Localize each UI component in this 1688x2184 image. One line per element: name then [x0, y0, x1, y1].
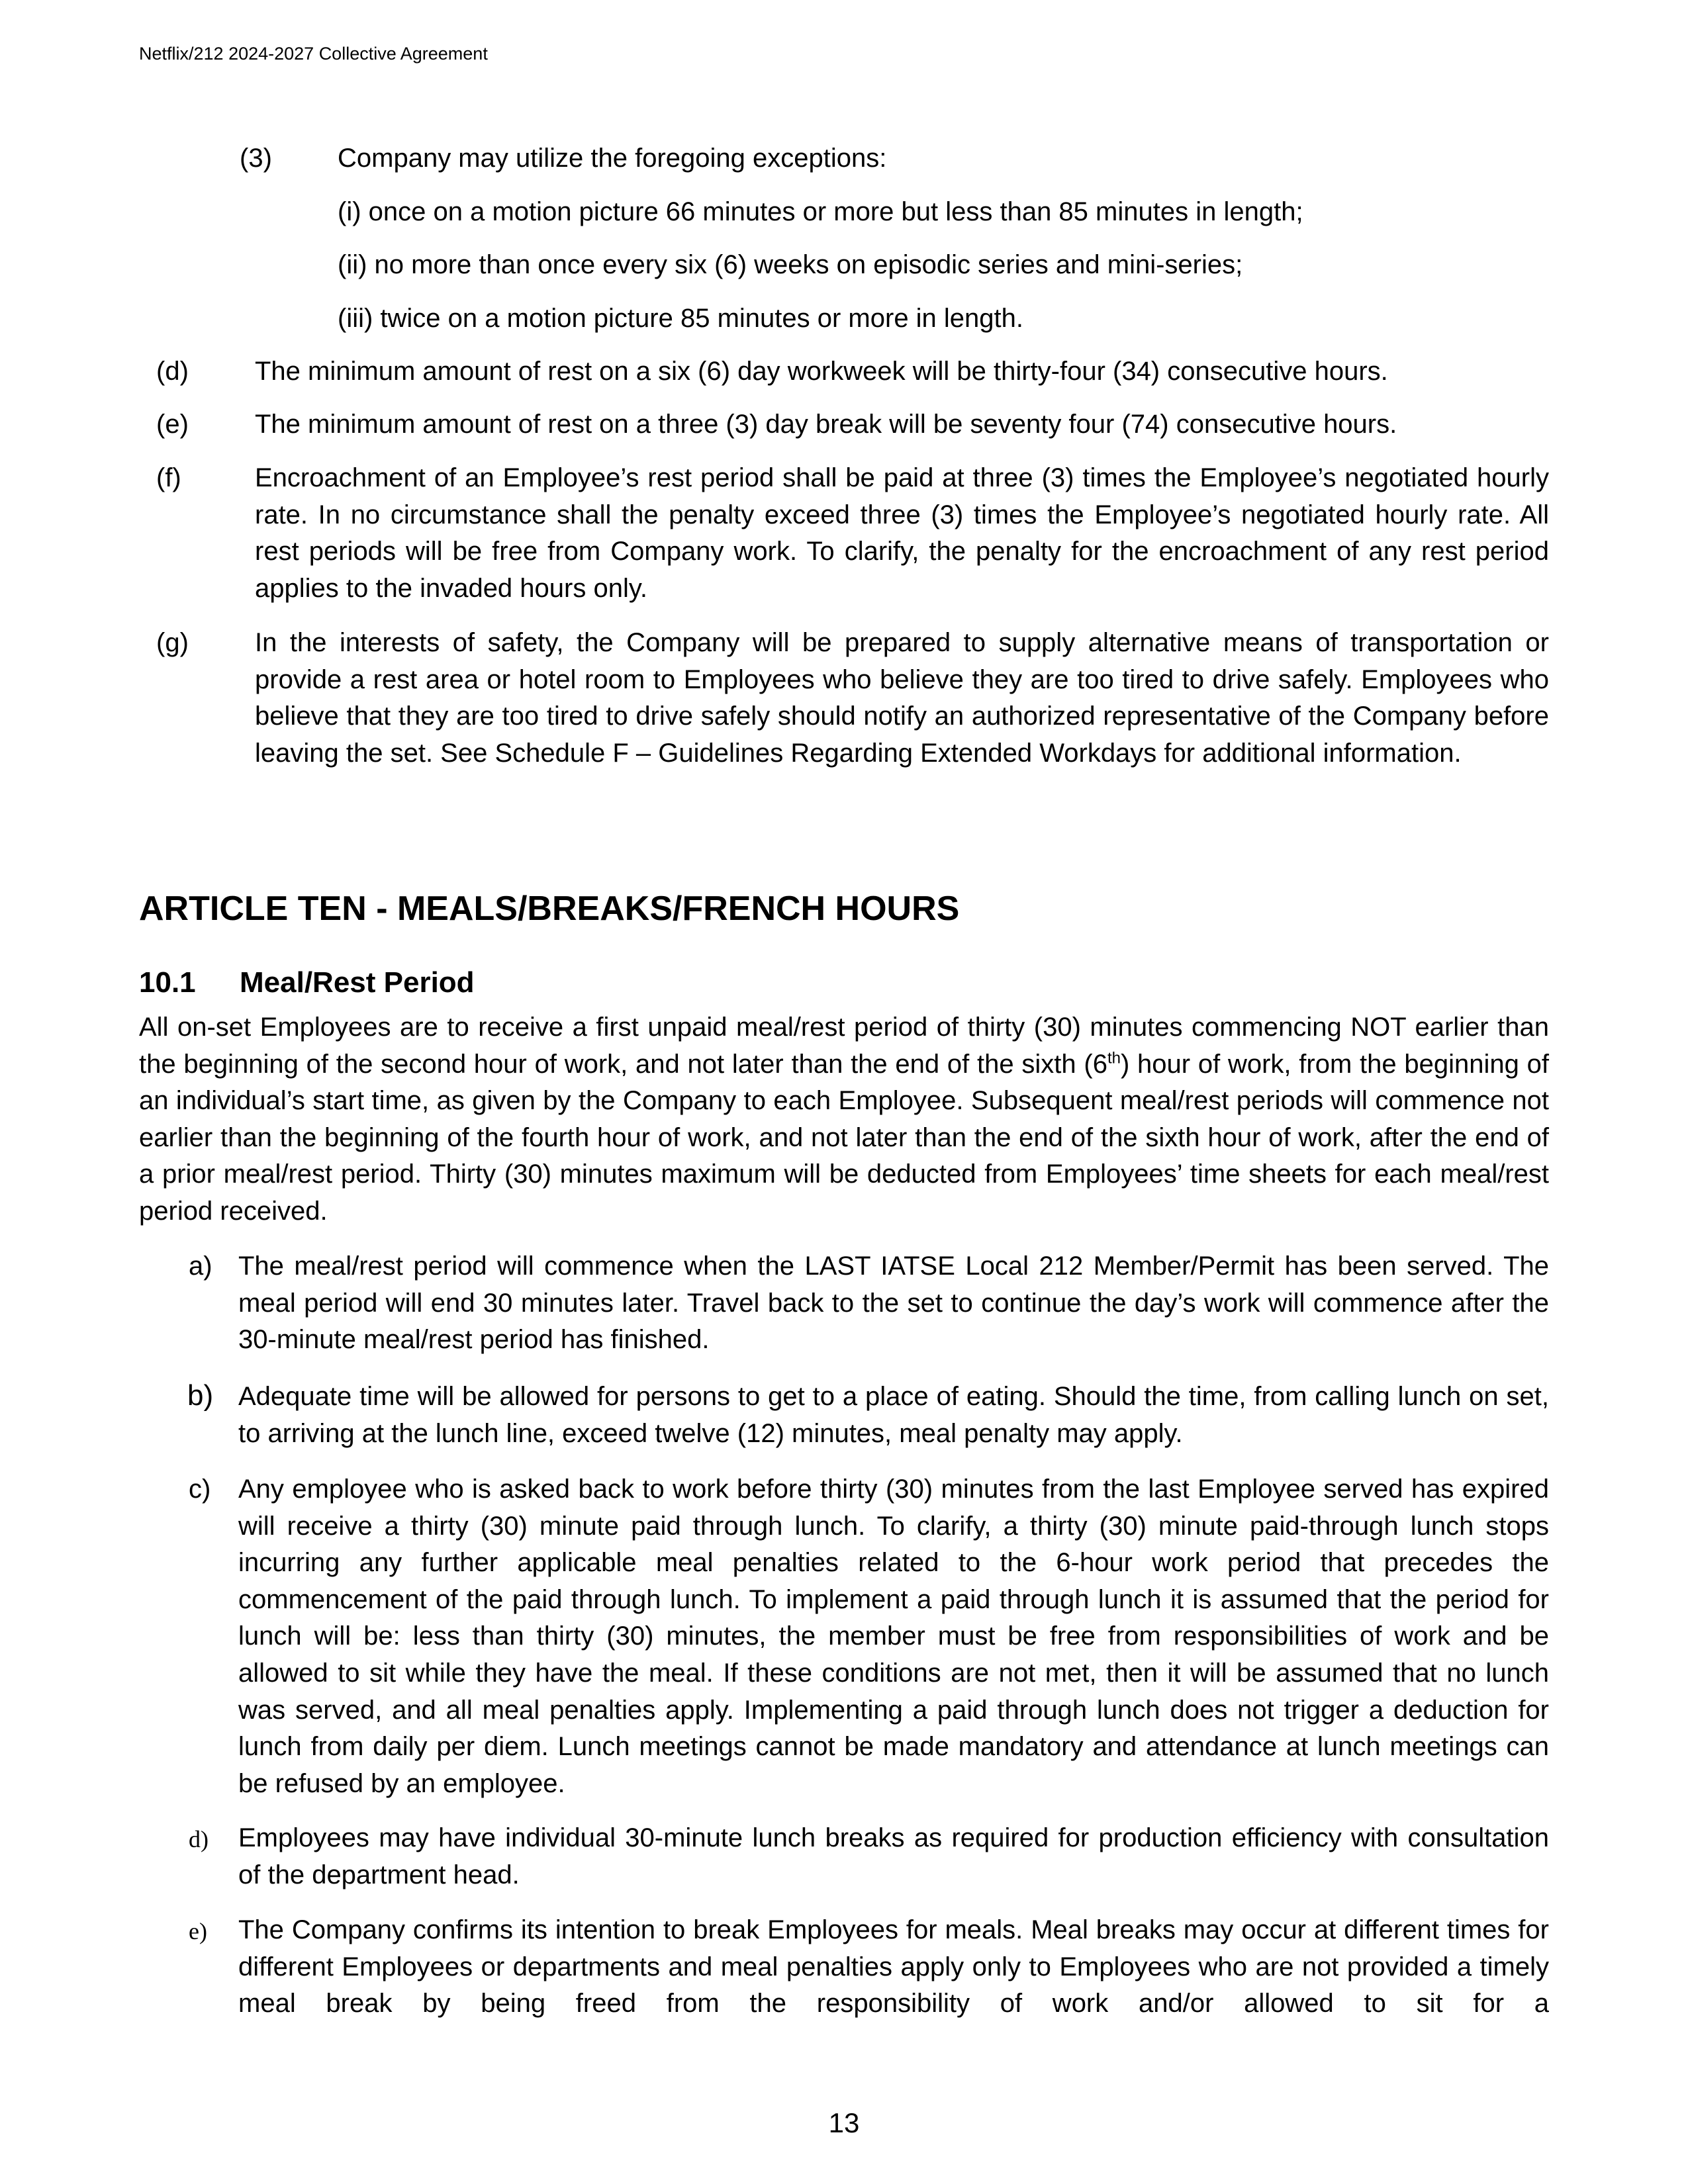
clause-marker-3: (3)	[240, 144, 272, 173]
item-marker-d: d)	[189, 1826, 209, 1852]
clause-marker-f: (f)	[156, 463, 181, 492]
section-intro-paragraph	[139, 1009, 1549, 1230]
clause-marker-d: (d)	[156, 357, 189, 386]
item-d-text: Employees may have individual 30-minute lunch breaks as required for production efficiency with consultation of the department head.	[238, 1823, 1549, 1889]
clause-d-text: The minimum amount of rest on a six (6) day workweek will be thirty-four (34) consecutive hours.	[255, 357, 1388, 386]
page-number: 13	[828, 2107, 860, 2138]
section-title: Meal/Rest Period	[240, 966, 475, 999]
article-title: ARTICLE TEN - MEALS/BREAKS/FRENCH HOURS	[139, 889, 960, 928]
item-a-text: The meal/rest period will commence when the LAST IATSE Local 212 Member/Permit has been served. The meal period will end 30 minutes later. Travel back to the set to continue the day’s work will commence after the 30-minute meal/rest period has finished.	[238, 1251, 1549, 1355]
item-marker-e: e)	[189, 1918, 207, 1944]
clause-3-item-iii: (iii) twice on a motion picture 85 minutes or more in length.	[338, 304, 1024, 333]
clause-marker-e: (e)	[156, 410, 189, 439]
clause-e-text: The minimum amount of rest on a three (3) day break will be seventy four (74) consecutive hours.	[255, 410, 1397, 439]
clause-3-item-i: (i) once on a motion picture 66 minutes or more but less than 85 minutes in length;	[338, 197, 1303, 226]
section-intro-part1: All on-set Employees are to receive a first unpaid meal/rest period of thirty (30) minutes commencing NOT earlier than the beginning of the second hour of work, and not later than the end of the sixth (6	[139, 1013, 1549, 1079]
clause-3-item-ii: (ii) no more than once every six (6) weeks on episodic series and mini-series;	[338, 250, 1243, 279]
item-marker-c: c)	[189, 1475, 211, 1504]
clause-f-text: Encroachment of an Employee’s rest period shall be paid at three (3) times the Employee’s negotiated hourly rate. In no circumstance shall the penalty exceed three (3) times the Employee’s negotiated hourly rate. All rest periods will be free from Company work. To clarify, the penalty for the encroachment of any rest period applies to the invaded hours only.	[255, 463, 1549, 603]
clause-3-intro: Company may utilize the foregoing exceptions:	[338, 144, 887, 173]
clause-g-text: In the interests of safety, the Company will be prepared to supply alternative means of transportation or provide a rest area or hotel room to Employees who believe they are too tired to drive safely. Employees who believe that they are too tired to drive safely should notify an authorized representative of the Company before leaving the set. See Schedule F – Guidelines Regarding Extended Workdays for additional information.	[255, 628, 1549, 768]
item-marker-b: b)	[187, 1379, 214, 1412]
section-number: 10.1	[139, 966, 196, 999]
item-c-text: Any employee who is asked back to work before thirty (30) minutes from the last Employee served has expired will receive a thirty (30) minute paid through lunch. To clarify, a thirty (30) minute paid-through lunch stops incurring any further applicable meal penalties related to the 6-hour work period that precedes the commencement of the paid through lunch. To implement a paid through lunch it is assumed that the period for lunch will be: less than thirty (30) minutes, the member must be free from responsibilities of work and be allowed to sit while they have the meal. If these conditions are not met, then it will be assumed that no lunch was served, and all meal penalties apply. Implementing a paid through lunch does not trigger a deduction for lunch from daily per diem. Lunch meetings cannot be made mandatory and attendance at lunch meetings can be refused by an employee.	[238, 1475, 1549, 1798]
running-header: Netflix/212 2024-2027 Collective Agreement	[139, 44, 488, 64]
section-intro-part2: ) hour of work, from the beginning of an individual’s start time, as given by the Company to each Employee. Subsequent meal/rest periods will commence not earlier than the beginning of the fourth hour of work, and not later than the end of the sixth hour of work, after the end of a prior meal/rest period. Thirty (30) minutes maximum will be deducted from Employees’ time sheets for each meal/rest period received.	[139, 1049, 1549, 1226]
item-b-text: Adequate time will be allowed for persons to get to a place of eating. Should the time, from calling lunch on set, to arriving at the lunch line, exceed twelve (12) minutes, meal penalty may apply.	[238, 1382, 1549, 1448]
ordinal-superscript: th	[1107, 1049, 1121, 1068]
clause-marker-g: (g)	[156, 628, 189, 657]
item-e-text: The Company confirms its intention to break Employees for meals. Meal breaks may occur at different times for different Employees or departments and meal penalties apply only to Employees who are not provided a timely meal break by being freed from the responsibility of work and/or allowed to sit for a	[238, 1915, 1549, 2019]
item-marker-a: a)	[189, 1251, 212, 1281]
